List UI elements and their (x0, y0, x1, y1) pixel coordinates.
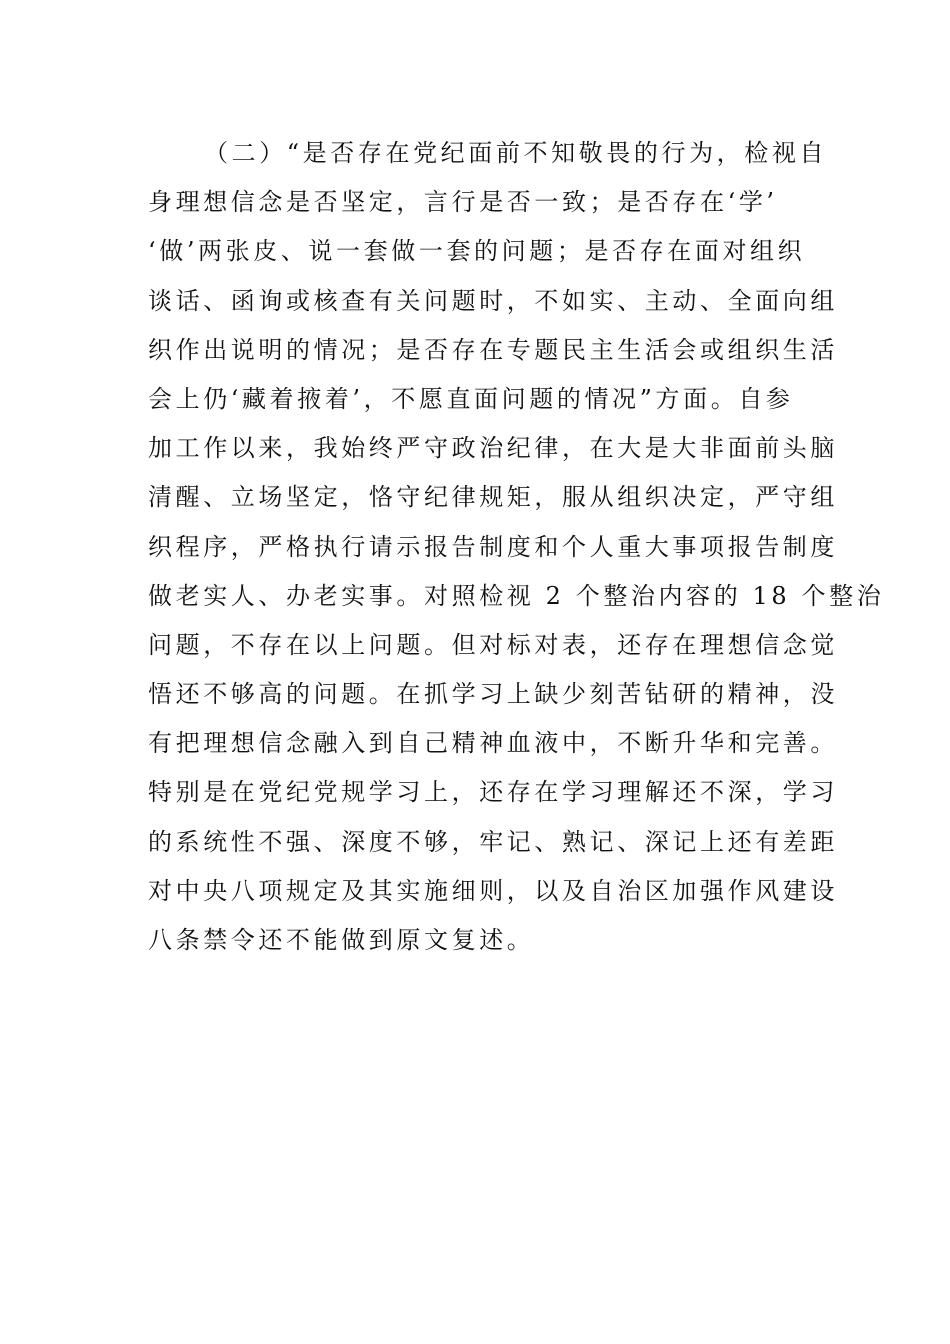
paragraph-line: 的系统性不强、深度不够，牢记、熟记、深记上还有差距 (148, 827, 838, 856)
paragraph-line: 织程序，严格执行请示报告制度和个人重大事项报告制度 (148, 532, 838, 561)
paragraph-line: 特别是在党纪党规学习上，还存在学习理解还不深，学习 (148, 778, 838, 807)
paragraph-line: 织作出说明的情况；是否存在专题民主生活会或组织生活 (148, 335, 838, 364)
paragraph-line: 做老实人、办老实事。对照检视 2 个整治内容的 18 个整治 (148, 581, 885, 610)
body-paragraph (148, 129, 885, 965)
paragraph-line: （二）“是否存在党纪面前不知敬畏的行为，检视自 (204, 139, 828, 167)
paragraph-line: 问题，不存在以上问题。但对标对表，还存在理想信念觉 (148, 630, 838, 659)
paragraph-line: 有把理想信念融入到自己精神血液中，不断升华和完善。 (148, 729, 838, 758)
paragraph-line: 加工作以来，我始终严守政治纪律，在大是大非面前头脑 (148, 434, 838, 463)
paragraph-line: 会上仍‘藏着掖着’，不愿直面问题的情况”方面。自参 (148, 384, 794, 413)
paragraph-line: 八条禁令还不能做到原文复述。 (148, 926, 535, 954)
paragraph-line: 清醒、立场坚定，恪守纪律规矩，服从组织决定，严守组 (148, 483, 838, 512)
paragraph-line: ‘做’两张皮、说一套做一套的问题；是否存在面对组织 (148, 237, 806, 266)
paragraph-line: 谈话、函询或核查有关问题时，不如实、主动、全面向组 (148, 286, 838, 315)
paragraph-line: 悟还不够高的问题。在抓学习上缺少刻苦钻研的精神，没 (148, 680, 838, 709)
paragraph-line: 身理想信念是否坚定，言行是否一致；是否存在‘学’ (148, 188, 778, 217)
paragraph-line: 对中央八项规定及其实施细则，以及自治区加强作风建设 (148, 876, 838, 905)
